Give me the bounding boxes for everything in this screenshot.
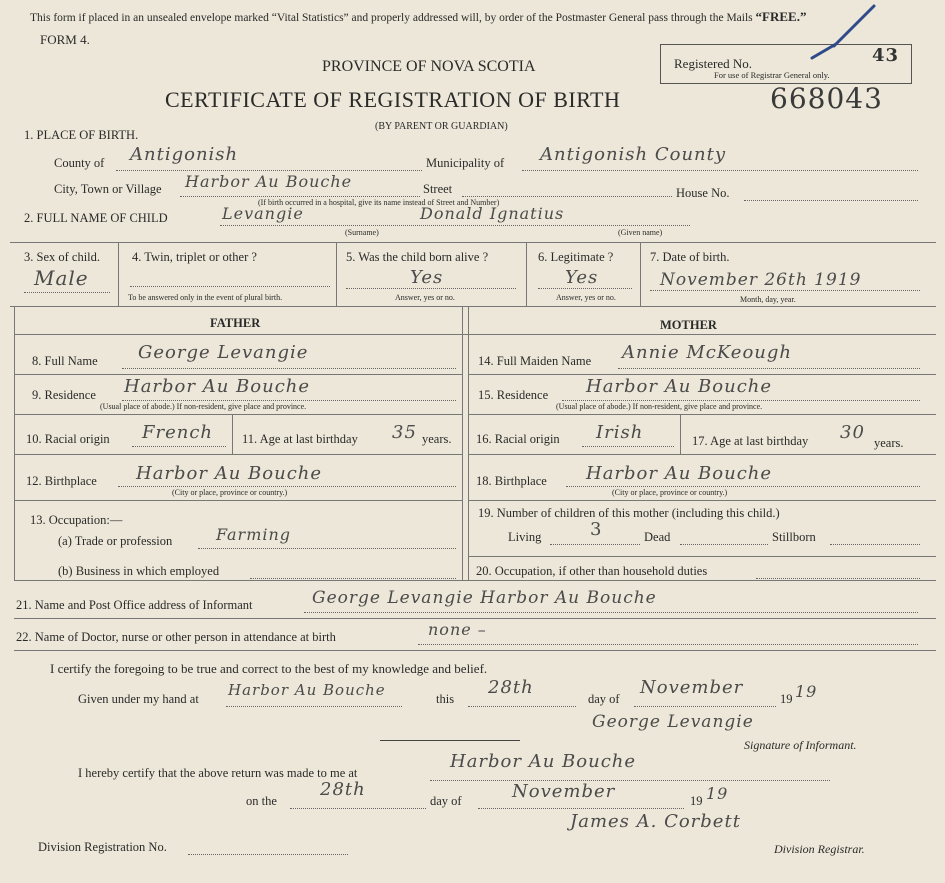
division-registration-label: Division Registration No. <box>38 840 167 854</box>
alive-value: Yes <box>410 267 444 288</box>
registered-label: Registered No. <box>674 56 752 71</box>
reg-year-value: 19 <box>706 784 729 803</box>
doctor-line <box>418 644 918 645</box>
row-divider <box>468 414 936 415</box>
given-place-line <box>226 706 402 707</box>
father-business-line <box>250 578 456 579</box>
child-given-value: Donald Ignatius <box>420 204 565 223</box>
county-line <box>116 170 422 171</box>
twin-line <box>130 286 330 287</box>
date-line <box>650 290 920 291</box>
mother-birthplace-note: (City or place, province or country.) <box>612 488 728 497</box>
doctor-label: 22. Name of Doctor, nurse or other person in attendance at birth <box>16 630 336 644</box>
certificate-title: CERTIFICATE OF REGISTRATION OF BIRTH <box>165 87 621 112</box>
alive-note: Answer, yes or no. <box>395 293 455 302</box>
legitimate-label: 6. Legitimate ? <box>538 250 614 264</box>
father-racial-label: 10. Racial origin <box>26 432 110 446</box>
month-value: November <box>640 677 744 698</box>
col-divider <box>680 414 681 454</box>
father-heading: FATHER <box>210 316 261 330</box>
mother-occupation-line <box>756 578 920 579</box>
sex-label: 3. Sex of child. <box>24 250 101 264</box>
reg-day-of-label: day of <box>430 794 462 808</box>
division-registration-line <box>188 854 348 855</box>
col-divider <box>336 242 337 306</box>
mother-residence-label: 15. Residence <box>478 388 549 402</box>
father-residence-value: Harbor Au Bouche <box>124 376 311 397</box>
mother-birthplace-label: 18. Birthplace <box>476 474 547 488</box>
col-divider <box>232 414 233 454</box>
doctor-value: none – <box>428 620 487 639</box>
postal-notice-text: This form if placed in an unsealed envelope marked “Vital Statistics” and properly addressed will, by order of the Postmaster General pass through the Mails <box>30 12 753 24</box>
row-divider <box>14 414 462 415</box>
municipality-value: Antigonish County <box>540 144 727 165</box>
city-line <box>180 196 420 197</box>
year-prefix: 19 <box>780 692 793 706</box>
surname-caption: (Surname) <box>345 228 379 237</box>
mother-residence-line <box>562 400 920 401</box>
col-divider <box>640 242 641 306</box>
living-value: 3 <box>590 519 603 540</box>
twin-label: 4. Twin, triplet or other ? <box>132 250 257 264</box>
month-line <box>634 706 776 707</box>
row-divider <box>14 454 462 455</box>
informant-line <box>304 612 918 613</box>
col-divider <box>118 242 119 306</box>
father-trade-line <box>198 548 456 549</box>
father-residence-line <box>122 400 456 401</box>
ink-check-mark <box>806 0 886 60</box>
mother-children-label: 19. Number of children of this mother (including this child.) <box>478 506 780 520</box>
father-age-unit: years. <box>422 432 452 446</box>
col-divider <box>526 242 527 306</box>
division-registrar-caption: Division Registrar. <box>774 842 865 856</box>
parents-center-divider <box>462 306 463 580</box>
date-value: November 26th 1919 <box>660 270 862 290</box>
sex-value: Male <box>34 266 89 290</box>
father-birthplace-note: (City or place, province or country.) <box>172 488 288 497</box>
child-name-line <box>220 225 690 226</box>
place-of-birth-heading: 1. PLACE OF BIRTH. <box>24 128 139 142</box>
informant-signature: George Levangie <box>592 712 754 732</box>
row-divider <box>14 650 936 651</box>
street-line <box>462 196 672 197</box>
mother-residence-value: Harbor Au Bouche <box>586 376 773 397</box>
day-of-label: day of <box>588 692 620 706</box>
legitimate-value: Yes <box>565 267 599 288</box>
dead-line <box>680 544 768 545</box>
county-value: Antigonish <box>130 144 239 165</box>
father-birthplace-label: 12. Birthplace <box>26 474 97 488</box>
mother-occupation-label: 20. Occupation, if other than household duties <box>476 564 708 578</box>
form-number: FORM 4. <box>40 32 90 47</box>
living-line <box>550 544 640 545</box>
informant-value: George Levangie Harbor Au Bouche <box>312 588 657 608</box>
informant-signature-caption: Signature of Informant. <box>744 738 857 752</box>
mother-birthplace-line <box>566 486 920 487</box>
father-birthplace-value: Harbor Au Bouche <box>136 463 323 484</box>
postal-notice <box>30 10 806 25</box>
certificate-number: 668043 <box>770 82 883 115</box>
mother-maiden-label: 14. Full Maiden Name <box>478 354 592 368</box>
sex-line <box>24 292 110 293</box>
county-label: County of <box>54 156 105 170</box>
mother-residence-note: (Usual place of abode.) If non-resident, give place and province. <box>556 402 763 411</box>
row-divider <box>10 306 936 307</box>
registrar-signature: James A. Corbett <box>570 811 741 832</box>
municipality-label: Municipality of <box>426 156 505 170</box>
city-label: City, Town or Village <box>54 182 162 196</box>
municipality-line <box>522 170 918 171</box>
father-name-label: 8. Full Name <box>32 354 98 368</box>
registrar-place-line <box>430 780 830 781</box>
row-divider <box>468 556 936 557</box>
mother-maiden-line <box>618 368 920 369</box>
given-name-caption: (Given name) <box>618 228 663 237</box>
mother-age-label: 17. Age at last birthday <box>692 434 809 448</box>
twin-note: To be answered only in the event of plural birth. <box>128 293 283 302</box>
father-name-value: George Levangie <box>138 342 309 363</box>
row-divider <box>10 242 936 243</box>
mother-birthplace-value: Harbor Au Bouche <box>586 463 773 484</box>
mother-racial-line <box>582 446 674 447</box>
date-note: Month, day, year. <box>740 295 796 304</box>
reg-month-value: November <box>512 781 616 802</box>
stillborn-line <box>830 544 920 545</box>
alive-label: 5. Was the child born alive ? <box>346 250 489 264</box>
house-line <box>744 200 918 201</box>
father-residence-label: 9. Residence <box>32 388 96 402</box>
informant-label: 21. Name and Post Office address of Informant <box>16 598 253 612</box>
given-label: Given under my hand at <box>78 692 199 706</box>
mother-age-value: 30 <box>840 422 865 443</box>
father-occupation-label: 13. Occupation:— <box>30 513 123 527</box>
day-line <box>468 706 576 707</box>
row-divider <box>468 454 936 455</box>
reg-day-line <box>290 808 426 809</box>
row-divider <box>14 500 462 501</box>
city-value: Harbor Au Bouche <box>185 172 353 191</box>
on-the-label: on the <box>246 794 277 808</box>
mother-heading: MOTHER <box>660 318 717 332</box>
child-name-label: 2. FULL NAME OF CHILD <box>24 211 168 225</box>
reg-day-value: 28th <box>320 779 366 800</box>
registrar-statement: I hereby certify that the above return was made to me at <box>78 766 358 780</box>
postal-notice-free: “FREE.” <box>755 9 807 24</box>
row-divider <box>468 500 936 501</box>
certificate-subtitle: (BY PARENT OR GUARDIAN) <box>375 121 508 132</box>
row-divider <box>14 580 936 581</box>
father-name-line <box>122 368 456 369</box>
parents-left-border <box>14 306 15 580</box>
mother-racial-value: Irish <box>596 422 644 443</box>
stillborn-label: Stillborn <box>772 530 816 544</box>
dead-label: Dead <box>644 530 671 544</box>
registrar-place-value: Harbor Au Bouche <box>450 751 637 772</box>
row-divider <box>14 618 936 619</box>
child-surname-value: Levangie <box>222 204 304 223</box>
row-divider <box>14 374 462 375</box>
year-value: 19 <box>795 682 818 701</box>
father-birthplace-line <box>118 486 456 487</box>
legitimate-note: Answer, yes or no. <box>556 293 616 302</box>
father-residence-note: (Usual place of abode.) If non-resident, give place and province. <box>100 402 307 411</box>
father-trade-value: Farming <box>216 525 292 544</box>
registered-value: 43 <box>872 45 900 66</box>
given-place-value: Harbor Au Bouche <box>228 681 386 699</box>
legitimate-line <box>538 288 632 289</box>
separator-line <box>380 740 520 741</box>
father-trade-label: (a) Trade or profession <box>58 534 173 548</box>
this-label: this <box>436 692 455 706</box>
day-value: 28th <box>488 677 534 698</box>
hospital-note: (If birth occurred in a hospital, give its name instead of Street and Number) <box>258 198 500 207</box>
date-label: 7. Date of birth. <box>650 250 730 264</box>
alive-line <box>346 288 516 289</box>
parents-center-divider <box>468 306 469 580</box>
mother-age-unit: years. <box>874 436 904 450</box>
street-label: Street <box>423 182 453 196</box>
registered-note: For use of Registrar General only. <box>714 70 830 80</box>
house-label: House No. <box>676 186 730 200</box>
province-heading: PROVINCE OF NOVA SCOTIA <box>322 58 536 75</box>
mother-maiden-value: Annie McKeough <box>622 342 792 363</box>
row-divider <box>14 334 936 335</box>
living-label: Living <box>508 530 542 544</box>
reg-year-prefix: 19 <box>690 794 703 808</box>
father-business-label: (b) Business in which employed <box>58 564 220 578</box>
father-racial-value: French <box>142 422 214 443</box>
row-divider <box>468 374 936 375</box>
certify-statement: I certify the foregoing to be true and correct to the best of my knowledge and belief. <box>50 661 488 676</box>
father-age-label: 11. Age at last birthday <box>242 432 358 446</box>
father-racial-line <box>132 446 226 447</box>
mother-racial-label: 16. Racial origin <box>476 432 560 446</box>
father-age-value: 35 <box>392 422 417 443</box>
reg-month-line <box>478 808 684 809</box>
